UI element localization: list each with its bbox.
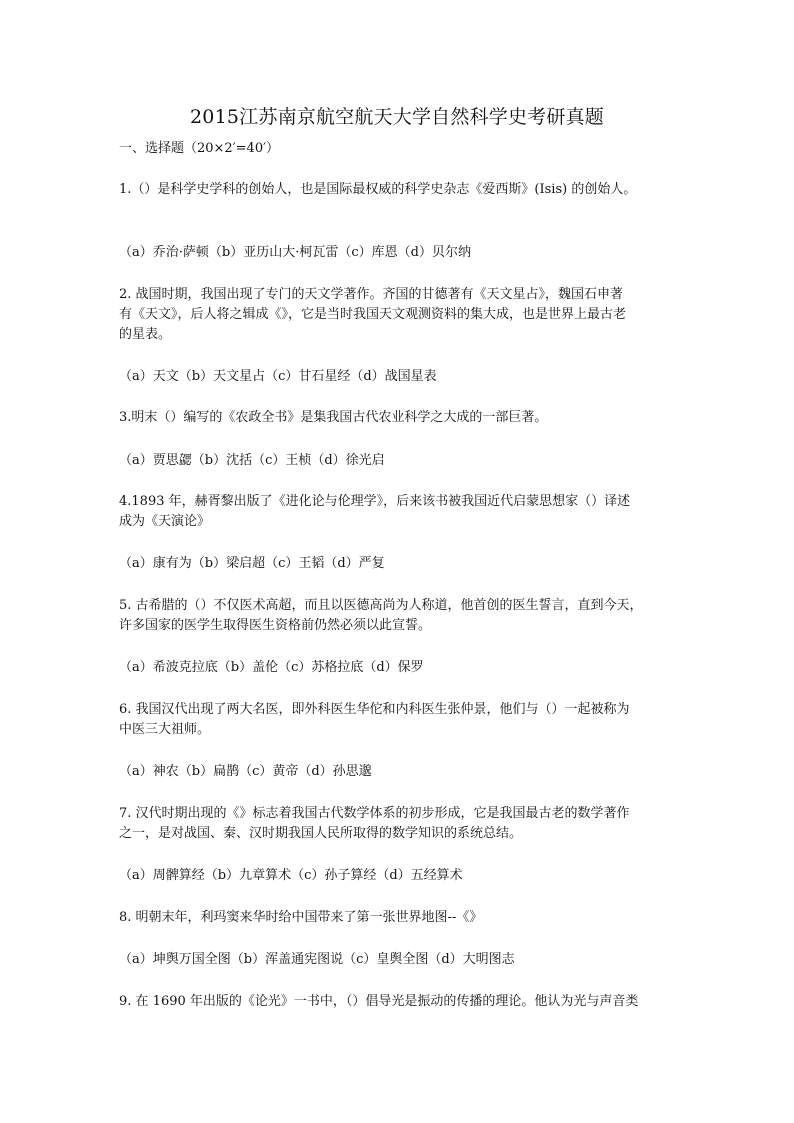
question-5-line-2: 许多国家的医学生取得医生资格前仍然必须以此宣誓。 — [119, 618, 432, 633]
question-6-options: （a）神农（b）扁鹊（c）黄帝（d）孙思邈 — [119, 764, 372, 779]
question-6-line-1: 6. 我国汉代出现了两大名医，即外科医生华佗和内科医生张仲景，他们与（）一起被称为 — [119, 702, 630, 717]
question-1-line-1: 1.（）是科学史学科的创始人，也是国际最权威的科学史杂志《爱西斯》(Isis) 的创始人。 — [119, 182, 637, 197]
question-3-options: （a）贾思勰（b）沈括（c）王桢（d）徐光启 — [119, 453, 385, 468]
question-5-line-1: 5. 古希腊的（）不仅医术高超，而且以医德高尚为人称道，他首创的医生誓言，直到今天， — [119, 598, 643, 613]
section-heading: 一、选择题（20×2′=40′） — [119, 141, 280, 156]
question-2-line-3: 的星表。 — [119, 327, 172, 342]
question-8-options: （a）坤舆万国全图（b）浑盖通宪图说（c）皇舆全图（d）大明图志 — [119, 952, 515, 967]
question-2-line-2: 有《天文》，后人将之辑成《》，它是当时我国天文观测资料的集大成，也是世界上最古老 — [119, 307, 627, 322]
question-5-options: （a）希波克拉底（b）盖伦（c）苏格拉底（d）保罗 — [119, 660, 424, 675]
question-7-options: （a）周髀算经（b）九章算术（c）孙子算经（d）五经算术 — [119, 868, 463, 883]
question-3-line-1: 3.明末（）编写的《农政全书》是集我国古代农业科学之大成的一部巨著。 — [119, 410, 548, 425]
question-4-options: （a）康有为（b）梁启超（c）王韬（d）严复 — [119, 556, 385, 571]
question-2-line-1: 2. 战国时期，我国出现了专门的天文学著作。齐国的甘德著有《天文星占》，魏国石申著 — [119, 287, 624, 302]
question-7-line-1: 7. 汉代时期出现的《》标志着我国古代数学体系的初步形成，它是我国最古老的数学著作 — [119, 806, 630, 821]
question-2-options: （a）天文（b）天文星占（c）甘石星经（d）战国星表 — [119, 369, 437, 384]
question-7-line-2: 之一，是对战国、秦、汉时期我国人民所取得的数学知识的系统总结。 — [119, 826, 523, 841]
question-4-line-1: 4.1893 年，赫胥黎出版了《进化论与伦理学》，后来该书被我国近代启蒙思想家（）译述 — [119, 494, 631, 509]
question-8-line-1: 8. 明朝末年，利玛窦来华时给中国带来了第一张世界地图--《》 — [119, 910, 483, 925]
question-1-options: （a）乔治·萨顿（b）亚历山大·柯瓦雷（c）库恩（d）贝尔纳 — [119, 245, 471, 260]
question-9-line-1: 9. 在 1690 年出版的《论光》一书中，（）倡导光是振动的传播的理论。他认为光与声音类 — [119, 994, 639, 1009]
question-6-line-2: 中医三大祖师。 — [119, 722, 211, 737]
question-4-line-2: 成为《天演论》 — [119, 514, 211, 529]
page-title: 2015江苏南京航空航天大学自然科学史考研真题 — [190, 106, 604, 128]
